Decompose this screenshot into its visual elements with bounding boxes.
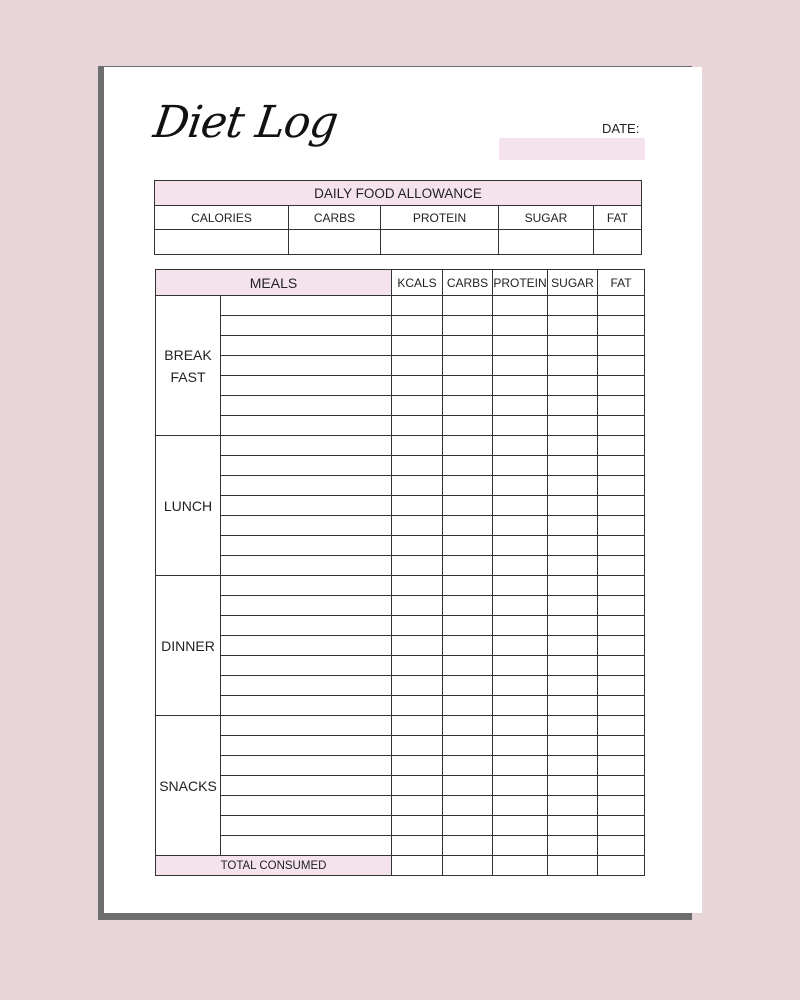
allowance-col-carbs: CARBS [289,206,381,230]
carbs-field[interactable] [443,356,493,376]
carbs-field[interactable] [443,636,493,656]
meal-row [156,556,645,576]
protein-field[interactable] [493,316,548,336]
food-entry-field[interactable] [221,516,392,536]
sugar-field[interactable] [548,816,598,836]
protein-field[interactable] [493,636,548,656]
meal-row [156,496,645,516]
protein-field[interactable] [493,796,548,816]
protein-field[interactable] [493,836,548,856]
meal-row [156,416,645,436]
carbs-field[interactable] [443,556,493,576]
meal-row [156,376,645,396]
food-entry-field[interactable] [221,556,392,576]
fat-field[interactable] [598,776,645,796]
kcals-field[interactable] [392,576,443,596]
sugar-field[interactable] [548,556,598,576]
sugar-field[interactable] [548,476,598,496]
food-entry-field[interactable] [221,836,392,856]
sugar-field[interactable] [548,516,598,536]
protein-field[interactable] [493,816,548,836]
protein-field[interactable] [493,676,548,696]
carbs-field[interactable] [443,316,493,336]
food-entry-field[interactable] [221,416,392,436]
protein-field[interactable] [493,736,548,756]
protein-field[interactable] [493,356,548,376]
meal-row [156,616,645,636]
meal-row [156,816,645,836]
protein-field[interactable] [493,416,548,436]
food-entry-field[interactable] [221,676,392,696]
meal-row [156,596,645,616]
fat-field[interactable] [598,316,645,336]
meal-row [156,796,645,816]
carbs-field[interactable] [443,456,493,476]
meal-row [156,676,645,696]
fat-field[interactable] [598,296,645,316]
fat-field[interactable] [598,396,645,416]
fat-field[interactable] [598,736,645,756]
meals-col-kcals: KCALS [392,270,443,296]
food-entry-field[interactable] [221,376,392,396]
allowance-protein-field[interactable] [380,230,498,255]
kcals-field[interactable] [392,316,443,336]
daily-allowance-table [154,180,642,255]
meals-col-fat: FAT [598,270,645,296]
protein-field[interactable] [493,456,548,476]
fat-field[interactable] [598,576,645,596]
meals-table [155,269,645,876]
fat-field[interactable] [598,536,645,556]
section-label-line: DINNER [161,637,215,654]
fat-field[interactable] [598,336,645,356]
kcals-field[interactable] [392,516,443,536]
total-fat-field[interactable] [598,856,645,876]
fat-field[interactable] [598,436,645,456]
sugar-field[interactable] [548,436,598,456]
kcals-field[interactable] [392,776,443,796]
meal-row [156,656,645,676]
carbs-field[interactable] [443,716,493,736]
fat-field[interactable] [598,376,645,396]
meal-row [156,336,645,356]
food-entry-field[interactable] [221,616,392,636]
kcals-field[interactable] [392,376,443,396]
carbs-field[interactable] [443,396,493,416]
food-entry-field[interactable] [221,816,392,836]
allowance-sugar-field[interactable] [499,230,594,255]
food-entry-field[interactable] [221,536,392,556]
kcals-field[interactable] [392,476,443,496]
protein-field[interactable] [493,556,548,576]
kcals-field[interactable] [392,296,443,316]
protein-field[interactable] [493,336,548,356]
allowance-col-sugar: SUGAR [499,206,594,230]
protein-field[interactable] [493,576,548,596]
meal-row [156,456,645,476]
fat-field[interactable] [598,716,645,736]
sugar-field[interactable] [548,456,598,476]
kcals-field[interactable] [392,716,443,736]
fat-field[interactable] [598,456,645,476]
fat-field[interactable] [598,556,645,576]
protein-field[interactable] [493,376,548,396]
sugar-field[interactable] [548,616,598,636]
sugar-field[interactable] [548,396,598,416]
carbs-field[interactable] [443,836,493,856]
meal-row [156,296,645,316]
protein-field[interactable] [493,756,548,776]
sugar-field[interactable] [548,596,598,616]
total-carbs-field[interactable] [443,856,493,876]
sugar-field[interactable] [548,356,598,376]
fat-field[interactable] [598,676,645,696]
food-entry-field[interactable] [221,776,392,796]
carbs-field[interactable] [443,516,493,536]
meal-row [156,576,645,596]
fat-field[interactable] [598,516,645,536]
allowance-col-fat: FAT [593,206,641,230]
meal-row [156,476,645,496]
kcals-field[interactable] [392,616,443,636]
protein-field[interactable] [493,496,548,516]
carbs-field[interactable] [443,736,493,756]
meals-col-sugar: SUGAR [548,270,598,296]
meals-col-carbs: CARBS [443,270,493,296]
section-label-line: SNACKS [159,777,217,794]
food-entry-field[interactable] [221,356,392,376]
food-entry-field[interactable] [221,576,392,596]
total-row [156,856,645,876]
food-entry-field[interactable] [221,456,392,476]
carbs-field[interactable] [443,336,493,356]
sugar-field[interactable] [548,676,598,696]
fat-field[interactable] [598,696,645,716]
diet-log-sheet [104,67,702,913]
sugar-field[interactable] [548,416,598,436]
carbs-field[interactable] [443,756,493,776]
fat-field[interactable] [598,596,645,616]
kcals-field[interactable] [392,756,443,776]
carbs-field[interactable] [443,616,493,636]
total-protein-field[interactable] [493,856,548,876]
protein-field[interactable] [493,716,548,736]
meal-row [156,696,645,716]
total-consumed-label: TOTAL CONSUMED [156,856,392,876]
kcals-field[interactable] [392,676,443,696]
fat-field[interactable] [598,496,645,516]
protein-field[interactable] [493,476,548,496]
kcals-field[interactable] [392,796,443,816]
section-label-breakfast [156,296,221,436]
kcals-field[interactable] [392,836,443,856]
food-entry-field[interactable] [221,396,392,416]
food-entry-field[interactable] [221,756,392,776]
allowance-fat-field[interactable] [593,230,641,255]
sugar-field[interactable] [548,496,598,516]
meal-row [156,776,645,796]
allowance-calories-field[interactable] [155,230,289,255]
kcals-field[interactable] [392,496,443,516]
sugar-field[interactable] [548,636,598,656]
section-label-line: FAST [170,368,206,385]
fat-field[interactable] [598,756,645,776]
meal-row [156,516,645,536]
food-entry-field[interactable] [221,336,392,356]
carbs-field[interactable] [443,796,493,816]
meal-row [156,736,645,756]
section-label-dinner [156,576,221,716]
sugar-field[interactable] [548,716,598,736]
fat-field[interactable] [598,416,645,436]
carbs-field[interactable] [443,816,493,836]
sugar-field[interactable] [548,336,598,356]
kcals-field[interactable] [392,396,443,416]
food-entry-field[interactable] [221,796,392,816]
sugar-field[interactable] [548,736,598,756]
protein-field[interactable] [493,436,548,456]
food-entry-field[interactable] [221,636,392,656]
protein-field[interactable] [493,596,548,616]
kcals-field[interactable] [392,436,443,456]
sugar-field[interactable] [548,576,598,596]
food-entry-field[interactable] [221,496,392,516]
meal-row [156,836,645,856]
kcals-field[interactable] [392,596,443,616]
allowance-col-protein: PROTEIN [380,206,498,230]
fat-field[interactable] [598,836,645,856]
section-label-lunch [156,436,221,576]
food-entry-field[interactable] [221,716,392,736]
meal-row [156,436,645,456]
protein-field[interactable] [493,656,548,676]
carbs-field[interactable] [443,436,493,456]
total-sugar-field[interactable] [548,856,598,876]
carbs-field[interactable] [443,656,493,676]
fat-field[interactable] [598,476,645,496]
food-entry-field[interactable] [221,296,392,316]
section-label-line: LUNCH [163,497,213,514]
meals-col-protein: PROTEIN [493,270,548,296]
carbs-field[interactable] [443,776,493,796]
sugar-field[interactable] [548,796,598,816]
food-entry-field[interactable] [221,436,392,456]
kcals-field[interactable] [392,816,443,836]
date-field[interactable] [499,138,645,160]
protein-field[interactable] [493,296,548,316]
fat-field[interactable] [598,796,645,816]
kcals-field[interactable] [392,456,443,476]
protein-field[interactable] [493,396,548,416]
sugar-field[interactable] [548,776,598,796]
total-kcals-field[interactable] [392,856,443,876]
sugar-field[interactable] [548,376,598,396]
carbs-field[interactable] [443,596,493,616]
section-label-line: BREAK [164,346,212,363]
sugar-field[interactable] [548,296,598,316]
carbs-field[interactable] [443,476,493,496]
kcals-field[interactable] [392,736,443,756]
carbs-field[interactable] [443,496,493,516]
fat-field[interactable] [598,636,645,656]
food-entry-field[interactable] [221,316,392,336]
meal-row [156,396,645,416]
kcals-field[interactable] [392,416,443,436]
date-label: DATE: [602,121,640,136]
kcals-field[interactable] [392,556,443,576]
section-label-snacks [156,716,221,856]
protein-field[interactable] [493,616,548,636]
fat-field[interactable] [598,816,645,836]
meal-row [156,716,645,736]
allowance-carbs-field[interactable] [289,230,381,255]
meals-header: MEALS [156,270,392,296]
food-entry-field[interactable] [221,476,392,496]
meal-row [156,316,645,336]
carbs-field[interactable] [443,576,493,596]
carbs-field[interactable] [443,296,493,316]
food-entry-field[interactable] [221,596,392,616]
protein-field[interactable] [493,776,548,796]
meal-row [156,536,645,556]
fat-field[interactable] [598,616,645,636]
meal-row [156,756,645,776]
sugar-field[interactable] [548,836,598,856]
sugar-field[interactable] [548,696,598,716]
carbs-field[interactable] [443,376,493,396]
carbs-field[interactable] [443,676,493,696]
kcals-field[interactable] [392,636,443,656]
carbs-field[interactable] [443,416,493,436]
kcals-field[interactable] [392,336,443,356]
protein-field[interactable] [493,536,548,556]
food-entry-field[interactable] [221,696,392,716]
allowance-header: DAILY FOOD ALLOWANCE [155,181,642,206]
food-entry-field[interactable] [221,736,392,756]
kcals-field[interactable] [392,656,443,676]
meal-row [156,356,645,376]
carbs-field[interactable] [443,696,493,716]
allowance-col-calories: CALORIES [155,206,289,230]
kcals-field[interactable] [392,696,443,716]
sugar-field[interactable] [548,536,598,556]
fat-field[interactable] [598,656,645,676]
protein-field[interactable] [493,516,548,536]
sugar-field[interactable] [548,756,598,776]
meal-row [156,636,645,656]
kcals-field[interactable] [392,356,443,376]
sugar-field[interactable] [548,656,598,676]
kcals-field[interactable] [392,536,443,556]
page-title: Diet Log [150,97,341,148]
sugar-field[interactable] [548,316,598,336]
carbs-field[interactable] [443,536,493,556]
food-entry-field[interactable] [221,656,392,676]
protein-field[interactable] [493,696,548,716]
fat-field[interactable] [598,356,645,376]
